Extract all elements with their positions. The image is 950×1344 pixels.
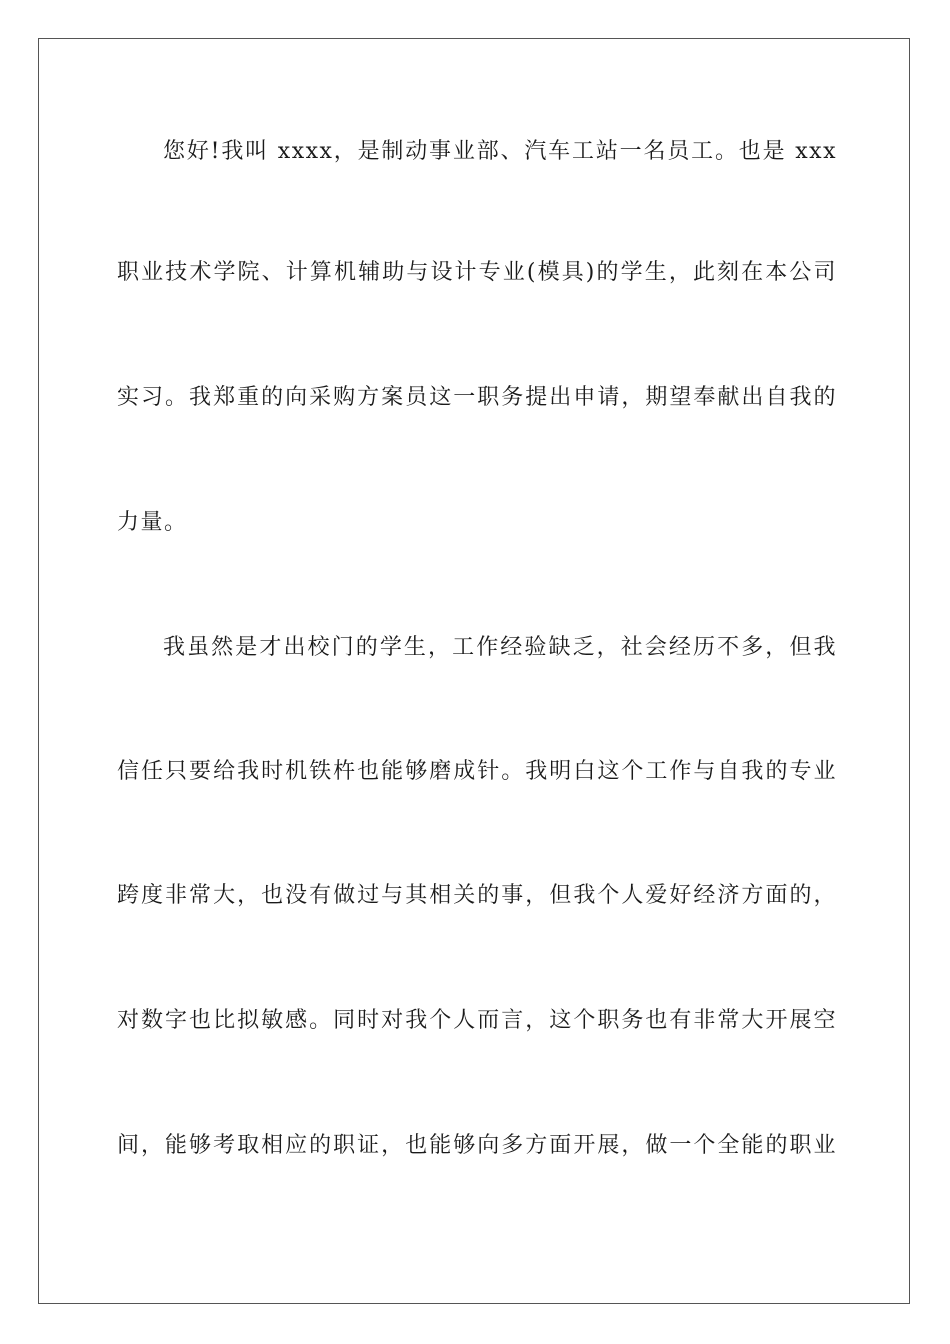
page-border xyxy=(38,38,910,1304)
paragraph-2-line-5: 间，能够考取相应的职证，也能够向多方面开展，做一个全能的职业 xyxy=(117,1133,837,1158)
paragraph-1-line-4: 力量。 xyxy=(117,510,188,535)
paragraph-1-line-2: 职业技术学院、计算机辅助与设计专业(模具)的学生，此刻在本公司 xyxy=(117,260,837,285)
paragraph-1-line-3: 实习。我郑重的向采购方案员这一职务提出申请，期望奉献出自我的 xyxy=(117,385,837,410)
paragraph-1-line-1: 您好!我叫 xxxx，是制动事业部、汽车工站一名员工。也是 xxx xyxy=(163,139,837,164)
paragraph-2-line-4: 对数字也比拟敏感。同时对我个人而言，这个职务也有非常大开展空 xyxy=(117,1008,837,1033)
paragraph-2-line-2: 信任只要给我时机铁杵也能够磨成针。我明白这个工作与自我的专业 xyxy=(117,759,837,784)
paragraph-2-line-3: 跨度非常大，也没有做过与其相关的事，但我个人爱好经济方面的， xyxy=(117,883,837,908)
paragraph-2-line-1: 我虽然是才出校门的学生，工作经验缺乏，社会经历不多，但我 xyxy=(163,635,837,660)
